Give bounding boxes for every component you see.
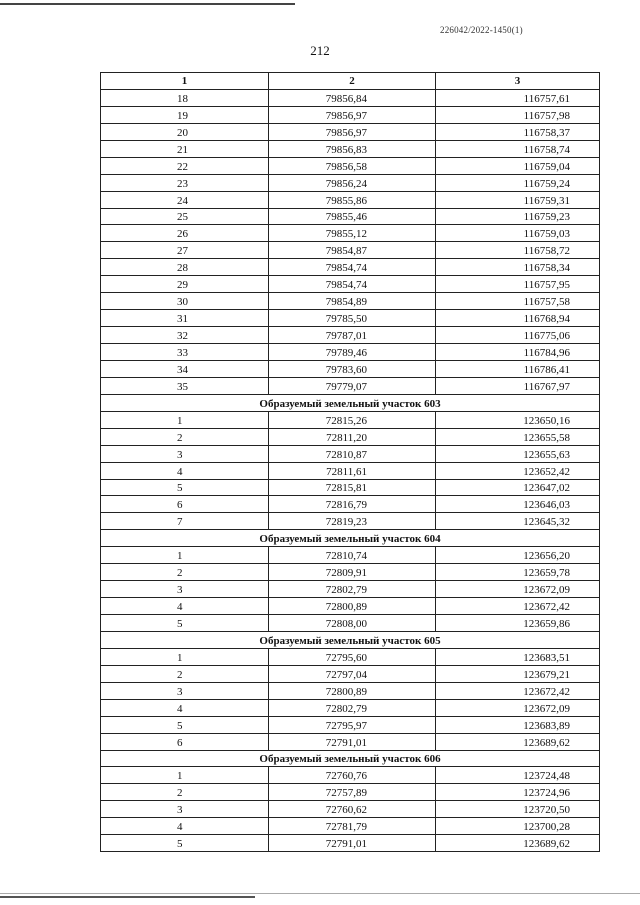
table-header-row (101, 73, 600, 90)
x-coordinate-cell: 72808,00 (269, 615, 436, 632)
table-row (101, 310, 600, 327)
y-coordinate-cell: 123655,63 (436, 445, 600, 462)
point-number-cell: 5 (101, 615, 269, 632)
table-row (101, 496, 600, 513)
bottom-rule-short (0, 896, 255, 898)
y-coordinate-cell: 116759,24 (436, 174, 600, 191)
table-row (101, 682, 600, 699)
point-number-cell: 5 (101, 835, 269, 852)
x-coordinate-cell: 72802,79 (269, 699, 436, 716)
point-number-cell: 7 (101, 513, 269, 530)
section-title: Образуемый земельный участок 606 (101, 750, 600, 767)
table-row (101, 123, 600, 140)
y-coordinate-cell: 123720,50 (436, 801, 600, 818)
y-coordinate-cell: 123647,02 (436, 479, 600, 496)
x-coordinate-cell: 72810,74 (269, 547, 436, 564)
x-coordinate-cell: 79855,86 (269, 191, 436, 208)
y-coordinate-cell: 123656,20 (436, 547, 600, 564)
x-coordinate-cell: 72802,79 (269, 581, 436, 598)
y-coordinate-cell: 123683,51 (436, 648, 600, 665)
section-header-row (101, 750, 600, 767)
document-id: 226042/2022-1450(1) (440, 25, 523, 35)
point-number-cell: 4 (101, 462, 269, 479)
x-coordinate-cell: 72757,89 (269, 784, 436, 801)
section-title: Образуемый земельный участок 604 (101, 530, 600, 547)
y-coordinate-cell: 123650,16 (436, 411, 600, 428)
x-coordinate-cell: 72819,23 (269, 513, 436, 530)
y-coordinate-cell: 123645,32 (436, 513, 600, 530)
point-number-cell: 28 (101, 259, 269, 276)
table-row (101, 140, 600, 157)
point-number-cell: 21 (101, 140, 269, 157)
y-coordinate-cell: 123659,78 (436, 564, 600, 581)
table-row (101, 225, 600, 242)
x-coordinate-cell: 79854,89 (269, 293, 436, 310)
x-coordinate-cell: 79856,84 (269, 89, 436, 106)
point-number-cell: 3 (101, 801, 269, 818)
x-coordinate-cell: 79779,07 (269, 377, 436, 394)
table-row (101, 615, 600, 632)
page-number: 212 (310, 43, 330, 58)
column-header: 3 (436, 73, 600, 90)
point-number-cell: 5 (101, 716, 269, 733)
y-coordinate-cell: 116758,72 (436, 242, 600, 259)
point-number-cell: 18 (101, 89, 269, 106)
x-coordinate-cell: 72811,20 (269, 428, 436, 445)
x-coordinate-cell: 72795,97 (269, 716, 436, 733)
section-title: Образуемый земельный участок 605 (101, 631, 600, 648)
table-row (101, 242, 600, 259)
x-coordinate-cell: 72791,01 (269, 733, 436, 750)
point-number-cell: 6 (101, 733, 269, 750)
point-number-cell: 31 (101, 310, 269, 327)
x-coordinate-cell: 79856,97 (269, 106, 436, 123)
section-header-row (101, 530, 600, 547)
y-coordinate-cell: 123689,62 (436, 835, 600, 852)
x-coordinate-cell: 79854,74 (269, 276, 436, 293)
y-coordinate-cell: 116759,03 (436, 225, 600, 242)
point-number-cell: 1 (101, 767, 269, 784)
table-row (101, 360, 600, 377)
table-row (101, 784, 600, 801)
table-row (101, 648, 600, 665)
y-coordinate-cell: 116757,58 (436, 293, 600, 310)
x-coordinate-cell: 79855,46 (269, 208, 436, 225)
point-number-cell: 23 (101, 174, 269, 191)
x-coordinate-cell: 72781,79 (269, 818, 436, 835)
table-row (101, 835, 600, 852)
point-number-cell: 27 (101, 242, 269, 259)
table-row (101, 733, 600, 750)
table-row (101, 513, 600, 530)
table-row (101, 598, 600, 615)
x-coordinate-cell: 72760,62 (269, 801, 436, 818)
bottom-rule (0, 893, 640, 894)
table-row (101, 377, 600, 394)
table-row (101, 174, 600, 191)
point-number-cell: 4 (101, 598, 269, 615)
x-coordinate-cell: 79856,83 (269, 140, 436, 157)
x-coordinate-cell: 72797,04 (269, 665, 436, 682)
point-number-cell: 6 (101, 496, 269, 513)
y-coordinate-cell: 116757,61 (436, 89, 600, 106)
table-row (101, 293, 600, 310)
y-coordinate-cell: 116758,37 (436, 123, 600, 140)
y-coordinate-cell: 123683,89 (436, 716, 600, 733)
table-row (101, 276, 600, 293)
x-coordinate-cell: 72816,79 (269, 496, 436, 513)
x-coordinate-cell: 79783,60 (269, 360, 436, 377)
y-coordinate-cell: 116759,31 (436, 191, 600, 208)
y-coordinate-cell: 123646,03 (436, 496, 600, 513)
table-row (101, 716, 600, 733)
y-coordinate-cell: 116759,23 (436, 208, 600, 225)
table-row (101, 564, 600, 581)
y-coordinate-cell: 123655,58 (436, 428, 600, 445)
y-coordinate-cell: 123672,42 (436, 598, 600, 615)
y-coordinate-cell: 116757,98 (436, 106, 600, 123)
x-coordinate-cell: 72811,61 (269, 462, 436, 479)
x-coordinate-cell: 79854,74 (269, 259, 436, 276)
y-coordinate-cell: 116758,34 (436, 259, 600, 276)
x-coordinate-cell: 72815,26 (269, 411, 436, 428)
y-coordinate-cell: 123679,21 (436, 665, 600, 682)
point-number-cell: 4 (101, 818, 269, 835)
table-row (101, 699, 600, 716)
x-coordinate-cell: 79856,97 (269, 123, 436, 140)
table-row (101, 157, 600, 174)
table-row (101, 818, 600, 835)
x-coordinate-cell: 79854,87 (269, 242, 436, 259)
y-coordinate-cell: 123659,86 (436, 615, 600, 632)
point-number-cell: 24 (101, 191, 269, 208)
x-coordinate-cell: 72800,89 (269, 598, 436, 615)
y-coordinate-cell: 116784,96 (436, 344, 600, 361)
x-coordinate-cell: 72795,60 (269, 648, 436, 665)
table-body (101, 89, 600, 851)
x-coordinate-cell: 72810,87 (269, 445, 436, 462)
coordinates-table (100, 72, 600, 852)
y-coordinate-cell: 123672,09 (436, 699, 600, 716)
point-number-cell: 2 (101, 428, 269, 445)
point-number-cell: 25 (101, 208, 269, 225)
table-row (101, 767, 600, 784)
table-row (101, 665, 600, 682)
top-rule (0, 3, 295, 5)
table-row (101, 344, 600, 361)
x-coordinate-cell: 72800,89 (269, 682, 436, 699)
table-row (101, 428, 600, 445)
table-row (101, 445, 600, 462)
x-coordinate-cell: 72791,01 (269, 835, 436, 852)
y-coordinate-cell: 116768,94 (436, 310, 600, 327)
point-number-cell: 22 (101, 157, 269, 174)
y-coordinate-cell: 116758,74 (436, 140, 600, 157)
x-coordinate-cell: 72760,76 (269, 767, 436, 784)
point-number-cell: 2 (101, 665, 269, 682)
table-row (101, 479, 600, 496)
point-number-cell: 30 (101, 293, 269, 310)
section-title: Образуемый земельный участок 603 (101, 394, 600, 411)
point-number-cell: 1 (101, 648, 269, 665)
x-coordinate-cell: 79785,50 (269, 310, 436, 327)
point-number-cell: 33 (101, 344, 269, 361)
table-row (101, 259, 600, 276)
table-row (101, 411, 600, 428)
x-coordinate-cell: 79789,46 (269, 344, 436, 361)
point-number-cell: 3 (101, 581, 269, 598)
table-row (101, 106, 600, 123)
point-number-cell: 35 (101, 377, 269, 394)
x-coordinate-cell: 79856,58 (269, 157, 436, 174)
table-row (101, 327, 600, 344)
point-number-cell: 2 (101, 564, 269, 581)
y-coordinate-cell: 116775,06 (436, 327, 600, 344)
table-row (101, 191, 600, 208)
point-number-cell: 3 (101, 445, 269, 462)
point-number-cell: 5 (101, 479, 269, 496)
y-coordinate-cell: 123724,96 (436, 784, 600, 801)
y-coordinate-cell: 123652,42 (436, 462, 600, 479)
x-coordinate-cell: 79787,01 (269, 327, 436, 344)
y-coordinate-cell: 116767,97 (436, 377, 600, 394)
point-number-cell: 1 (101, 547, 269, 564)
point-number-cell: 19 (101, 106, 269, 123)
y-coordinate-cell: 123689,62 (436, 733, 600, 750)
point-number-cell: 29 (101, 276, 269, 293)
point-number-cell: 20 (101, 123, 269, 140)
y-coordinate-cell: 123672,09 (436, 581, 600, 598)
table-row (101, 581, 600, 598)
x-coordinate-cell: 72815,81 (269, 479, 436, 496)
section-header-row (101, 394, 600, 411)
table-row (101, 462, 600, 479)
y-coordinate-cell: 123700,28 (436, 818, 600, 835)
point-number-cell: 32 (101, 327, 269, 344)
y-coordinate-cell: 116786,41 (436, 360, 600, 377)
table-row (101, 801, 600, 818)
column-header: 2 (269, 73, 436, 90)
table-row (101, 89, 600, 106)
point-number-cell: 3 (101, 682, 269, 699)
point-number-cell: 4 (101, 699, 269, 716)
point-number-cell: 2 (101, 784, 269, 801)
y-coordinate-cell: 116759,04 (436, 157, 600, 174)
table-row (101, 547, 600, 564)
y-coordinate-cell: 123672,42 (436, 682, 600, 699)
x-coordinate-cell: 79855,12 (269, 225, 436, 242)
table-row (101, 208, 600, 225)
section-header-row (101, 631, 600, 648)
y-coordinate-cell: 116757,95 (436, 276, 600, 293)
point-number-cell: 26 (101, 225, 269, 242)
y-coordinate-cell: 123724,48 (436, 767, 600, 784)
point-number-cell: 34 (101, 360, 269, 377)
column-header: 1 (101, 73, 269, 90)
x-coordinate-cell: 72809,91 (269, 564, 436, 581)
point-number-cell: 1 (101, 411, 269, 428)
x-coordinate-cell: 79856,24 (269, 174, 436, 191)
